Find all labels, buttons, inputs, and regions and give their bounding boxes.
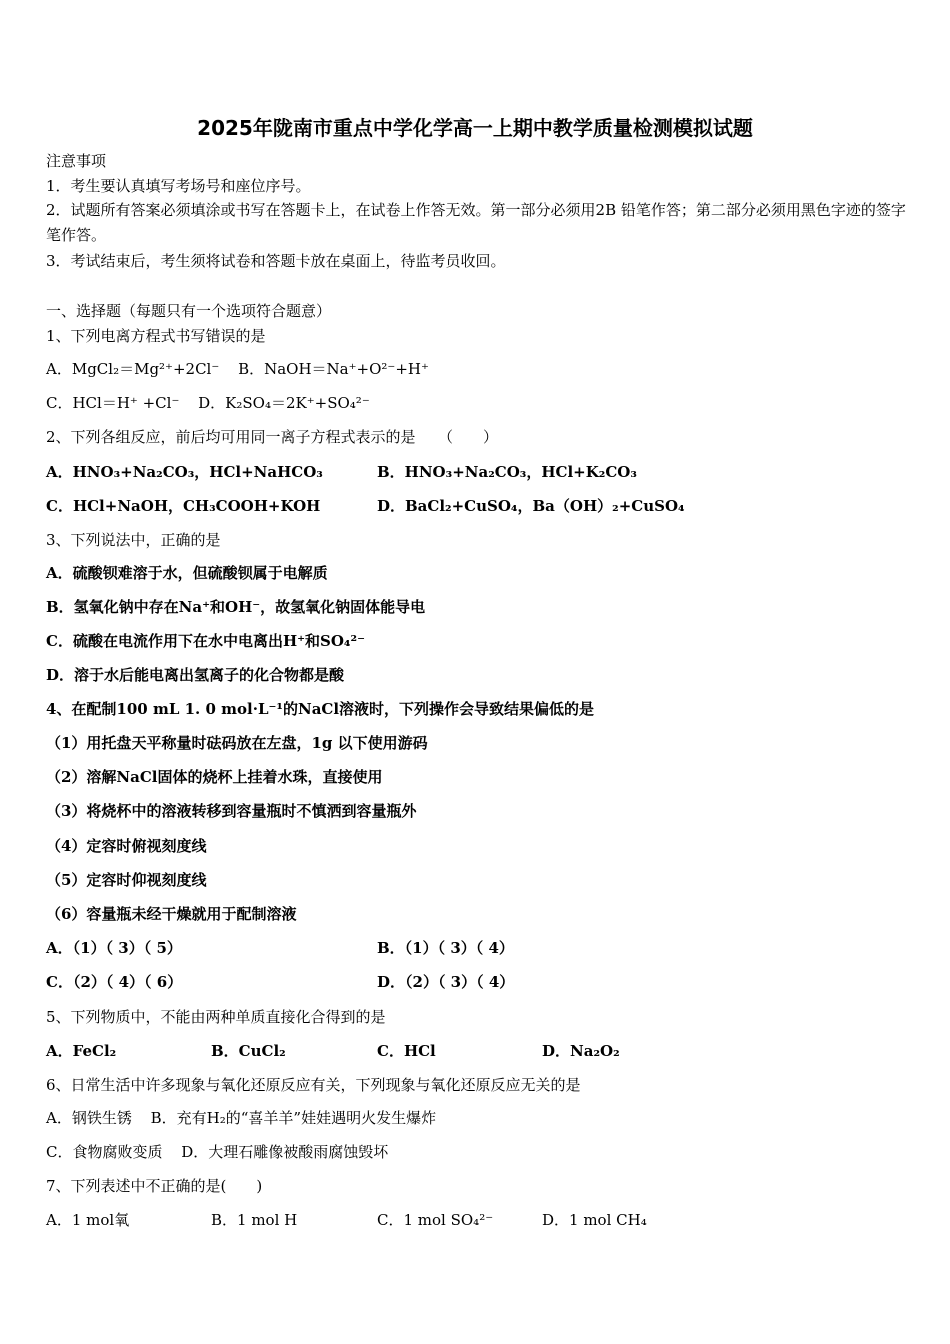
- q2-option-d: D．BaCl₂+CuSO₄，Ba（OH）₂+CuSO₄: [377, 497, 685, 515]
- q3-option-a: A．硫酸钡难溶于水，但硫酸钡属于电解质: [46, 564, 328, 582]
- notice-heading: 注意事项: [46, 152, 107, 170]
- q3-option-d: D．溶于水后能电离出氢离子的化合物都是酸: [46, 666, 345, 684]
- notice-item-1: 1．考生要认真填写考场号和座位序号。: [46, 177, 311, 195]
- q1-options-row2: [46, 393, 370, 413]
- q4-item-5: （5）定容时仰视刻度线: [46, 871, 207, 889]
- q1-options-row1: [46, 359, 429, 379]
- q1-option-d: D．K₂SO₄＝2K⁺+SO₄²⁻: [198, 394, 370, 412]
- q5-stem: 5、下列物质中，不能由两种单质直接化合得到的是: [46, 1008, 386, 1026]
- notice-item-2: 2．试题所有答案必须填涂或书写在答题卡上，在试卷上作答无效。第一部分必须用2B 铅笔作答；第二部分必须用黑色字迹的签字笔作答。: [46, 201, 906, 244]
- q6-option-a: A．钢铁生锈: [46, 1109, 132, 1127]
- q6-options-row2: [46, 1142, 388, 1162]
- q5-option-a: A．FeCl₂: [46, 1042, 117, 1060]
- q6-options-row1: [46, 1108, 436, 1128]
- q2-option-b: B．HNO₃+Na₂CO₃，HCl+K₂CO₃: [377, 463, 637, 481]
- q3-option-c: C．硫酸在电流作用下在水中电离出H⁺和SO₄²⁻: [46, 632, 365, 650]
- q6-stem: 6、日常生活中许多现象与氧化还原反应有关，下列现象与氧化还原反应无关的是: [46, 1076, 581, 1094]
- section-heading: 一、选择题（每题只有一个选项符合题意）: [46, 302, 332, 320]
- q4-option-d: D．（2）（ 3）（ 4）: [377, 973, 515, 991]
- q4-item-6: （6）容量瓶未经干燥就用于配制溶液: [46, 905, 297, 923]
- q7-stem: 7、下列表述中不正确的是( ): [46, 1177, 263, 1195]
- q5-option-c: C．HCl: [377, 1042, 436, 1060]
- q4-stem: 4、在配制100 mL 1. 0 mol·L⁻¹的NaCl溶液时，下列操作会导致结果偏低的是: [46, 700, 595, 718]
- q4-option-c: C．（2）（ 4）（ 6）: [46, 973, 183, 991]
- notice-item-3: 3．考试结束后，考生须将试卷和答题卡放在桌面上，待监考员收回。: [46, 252, 506, 270]
- q7-option-d: D．1 mol CH₄: [542, 1211, 647, 1229]
- q2-option-c: C．HCl+NaOH，CH₃COOH+KOH: [46, 497, 321, 515]
- q5-option-d: D．Na₂O₂: [542, 1042, 620, 1060]
- q7-option-b: B．1 mol H: [211, 1211, 298, 1229]
- q2-option-a: A．HNO₃+Na₂CO₃，HCl+NaHCO₃: [46, 463, 323, 481]
- q1-option-c: C．HCl＝H⁺ +Cl⁻: [46, 394, 180, 412]
- q4-item-2: （2）溶解NaCl固体的烧杯上挂着水珠，直接使用: [46, 768, 383, 786]
- q6-option-d: D．大理石雕像被酸雨腐蚀毁坏: [181, 1143, 389, 1161]
- q4-item-3: （3）将烧杯中的溶液转移到容量瓶时不慎洒到容量瓶外: [46, 802, 417, 820]
- q1-option-a: A．MgCl₂＝Mg²⁺+2Cl⁻: [46, 360, 220, 378]
- q7-option-a: A．1 mol氧: [46, 1211, 130, 1229]
- q5-option-b: B．CuCl₂: [211, 1042, 286, 1060]
- q4-option-a: A．（1）（ 3）（ 5）: [46, 939, 182, 957]
- q3-stem: 3、下列说法中，正确的是: [46, 531, 221, 549]
- q1-stem: 1、下列电离方程式书写错误的是: [46, 327, 266, 345]
- q4-option-b: B．（1）（ 3）（ 4）: [377, 939, 514, 957]
- q1-option-b: B．NaOH＝Na⁺+O²⁻+H⁺: [238, 360, 429, 378]
- q4-item-1: （1）用托盘天平称量时砝码放在左盘，1g 以下使用游码: [46, 734, 428, 752]
- q4-item-4: （4）定容时俯视刻度线: [46, 837, 207, 855]
- page-title: 2025年陇南市重点中学化学高一上期中教学质量检测模拟试题: [197, 116, 753, 140]
- q6-option-b: B．充有H₂的“喜羊羊”娃娃遇明火发生爆炸: [150, 1109, 437, 1127]
- q7-option-c: C．1 mol SO₄²⁻: [377, 1211, 494, 1229]
- q2-stem: 2、下列各组反应，前后均可用同一离子方程式表示的是 （ ）: [46, 428, 499, 446]
- q6-option-c: C．食物腐败变质: [46, 1143, 163, 1161]
- q3-option-b: B．氢氧化钠中存在Na⁺和OH⁻，故氢氧化钠固体能导电: [46, 598, 426, 616]
